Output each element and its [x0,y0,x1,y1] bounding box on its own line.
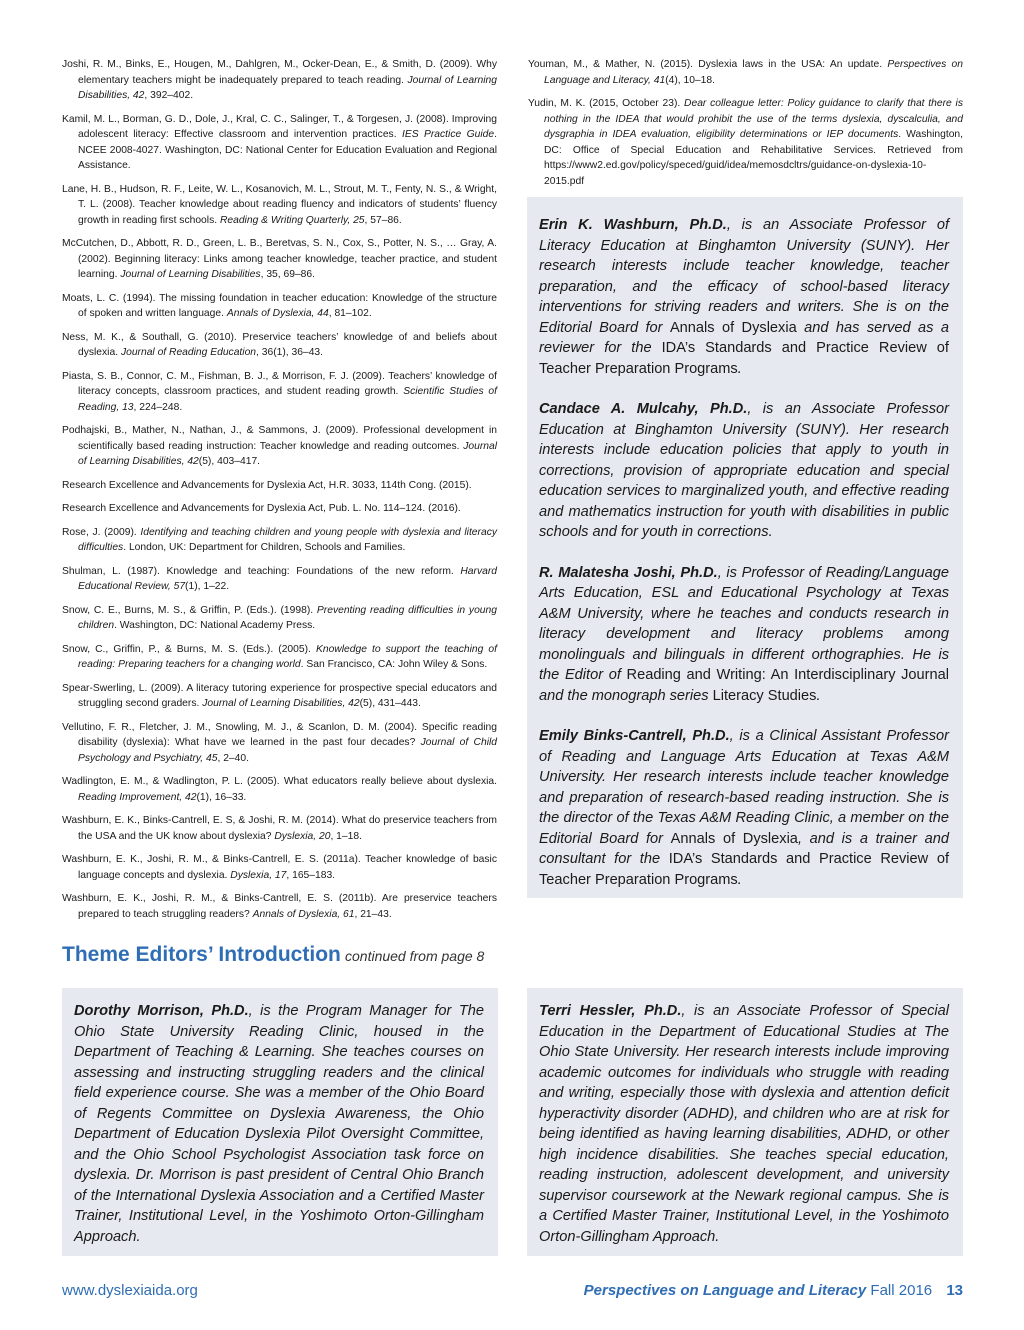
footer-issue: Fall 2016 [870,1282,933,1299]
reference-entry: Snow, C. E., Burns, M. S., & Griffin, P. (Eds.). (1998). Preventing reading difficulties in young children. Washington, DC: National Academy Press. [62,604,497,631]
reference-entry: Lane, H. B., Hudson, R. F., Leite, W. L., Kosanovich, M. L., Strout, M. T., Fenty, N. S., & Wright, T. L. (2008). Teacher knowledge about reading fluency and indicators of students’ fluency growth in reading first schools. Reading & Writing Quarterly, 25, 57–86. [62,183,497,226]
references-right-column [528,57,963,197]
bio-paragraph: Emily Binks-Cantrell, Ph.D., is a Clinical Assistant Professor of Reading and Language Arts Education at Texas A&M University. Her research interests include teacher knowledge and preparation of research-based reading instruction. She is the director of the Texas A&M Reading Clinic, a member on the Editorial Board for Annals of Dyslexia, and is a trainer and consultant for the IDA’s Standards and Practice Review of Teacher Preparation Programs. [539,728,949,888]
bio-paragraph: R. Malatesha Joshi, Ph.D., is Professor of Reading/Language Arts Education, ESL and Educational Psychology at Texas A&M University, where he teaches and conducts research in literacy development and literacy problems among monolinguals and bilinguals in different orthographies. He is the Editor of Reading and Writing: An Interdisciplinary Journal and the monograph series Literacy Studies. [539,564,950,704]
reference-entry: Moats, L. C. (1994). The missing foundation in teacher education: Knowledge of the structure of spoken and written language. Annals of Dyslexia, 44, 81–102. [62,292,497,319]
reference-entry: Podhajski, B., Mather, N., Nathan, J., & Sammons, J. (2009). Professional development in scientifically based reading instruction: Teacher knowledge and reading outcomes. Journal of Learning Disabilities, 42(5), 403–417. [62,425,497,467]
bio-text: , is an Associate Professor of Special Education in the Department of Educational Studies at The Ohio State University. Her research interests include improving academic outcomes for individuals who struggle with reading and writing, especially those with dyslexia and attention deficit hyperactivity disorder (ADHD), and children who are at risk for being identified as having learning disabilities, ADHD, or other high incidence disabilities. She teaches special education, reading instruction, adolescent development, and university supervisor coursework at the Newark regional campus. She is a Certified Master Trainer, Institutional Level, in the Yoshimoto Orton-Gillingham Approach. [539,1003,950,1245]
footer-journal-info [584,1282,963,1299]
bio-box-hessler [527,988,963,1256]
bio-paragraph [74,1001,484,1247]
reference-entry: Joshi, R. M., Binks, E., Hougen, M., Dahlgren, M., Ocker-Dean, E., & Smith, D. (2009). Why elementary teachers might be inadequately prepared to teach reading. Journal of Learning Disabilities, 42, 392–402. [62,59,497,101]
reference-entry: Yudin, M. K. (2015, October 23). Dear colleague letter: Policy guidance to clarify that there is nothing in the IDEA that would prohibit the use of the terms dyslexia, dyscalculia, and dysgraphia in IDEA evaluation, eligibility determinations or IEP documents. Washington, DC: Office of Special Education and Rehabilitative Services. Retrieved from https://www2.ed.gov/policy/speced/guid/idea/memosdcltrs/guidance-on-dyslexia-10-2015.pdf [528,98,964,187]
bio-paragraph: Candace A. Mulcahy, Ph.D., is an Associate Professor Education at Binghamton University (SUNY). Her research interests include education policies that apply to youth in corrections, provision of appropriate education and special education services to marginalized youth, and effective reading and mathematics instruction for youth with disabilities in public schools and for youth in corrections. [539,401,949,540]
bio-paragraph [539,1001,949,1247]
reference-entry: Snow, C., Griffin, P., & Burns, M. S. (Eds.). (2005). Knowledge to support the teaching of reading: Preparing teachers for a changing world. San Francisco, CA: John Wiley & Sons. [62,643,497,670]
bio-box-morrison [62,988,498,1256]
reference-entry: Kamil, M. L., Borman, G. D., Dole, J., Kral, C. C., Salinger, T., & Torgesen, J. (2008). Improving adolescent literacy: Effective classroom and intervention practices. IES Practice Guide. NCEE 2008-4027. Washington, DC: National Center for Education Evaluation and Regional Assistance. [62,113,497,171]
reference-entry: Vellutino, F. R., Fletcher, J. M., Snowling, M. J., & Scanlon, D. M. (2004). Specific reading disability (dyslexia): What have we learned in the past four decades? Journal of Child Psychology and Psychiatry, 45, 2–40. [62,721,498,764]
author-bios-box [527,197,963,898]
section-title: Theme Editors’ Introduction [62,943,341,966]
bio-text: , is the Program Manager for The Ohio State University Reading Clinic, housed in the Department of Teaching & Learning. She teaches courses on assessing and instructing struggling readers and the clinical field experience course. She was a member of the Ohio Board of Regents Committee on Dyslexia Awareness, the Ohio Department of Education Dyslexia Pilot Oversight Committee, and the Ohio School Psychologist Association task force on dyslexia. Dr. Morrison is past president of Central Ohio Branch of the International Dyslexia Association and a Certified Master Trainer, Institutional Level, in the Yoshimoto Orton-Gillingham Approach. [74,1003,484,1245]
reference-entry: Youman, M., & Mather, N. (2015). Dyslexia laws in the USA: An update. Perspectives on Language and Literacy, 41(4), 10–18. [528,59,964,86]
reference-entry: Ness, M. K., & Southall, G. (2010). Preservice teachers’ knowledge of and beliefs about dyslexia. Journal of Reading Education, 36(1), 36–43. [62,331,497,358]
reference-entry: Washburn, E. K., Joshi, R. M., & Binks-Cantrell, E. S. (2011a). Teacher knowledge of basic language concepts and dyslexia. Dyslexia, 17, 165–183. [62,854,497,881]
reference-entry: Wadlington, E. M., & Wadlington, P. L. (2005). What educators really believe about dyslexia. Reading Improvement, 42(1), 16–33. [62,776,497,803]
reference-entry: Piasta, S. B., Connor, C. M., Fishman, B. J., & Morrison, F. J. (2009). Teachers’ knowledge of literacy concepts, classroom practices, and student reading growth. Scientific Studies of Reading, 13, 224–248. [62,370,497,413]
bio-name: Dorothy Morrison, Ph.D. [74,1003,249,1019]
section-subtitle: continued from page 8 [345,948,485,964]
bio-paragraph: Erin K. Washburn, Ph.D., is an Associate Professor of Literacy Education at Binghamton University (SUNY). Her research interests include teacher knowledge, teacher preparation, and the efficacy of school-based literacy interventions for striving readers and writers. She is on the Editorial Board for Annals of Dyslexia and has served as a reviewer for the IDA’s Standards and Practice Review of Teacher Preparation Programs. [539,217,949,377]
page-number: 13 [946,1282,963,1299]
bio-name: Terri Hessler, Ph.D. [539,1003,682,1019]
reference-entry: McCutchen, D., Abbott, R. D., Green, L. B., Beretvas, S. N., Cox, S., Potter, N. S., … Gray, A. (2002). Beginning literacy: Links among teacher knowledge, teacher practice, and student learning. Journal of Learning Disabilities, 35, 69–86. [62,238,497,280]
footer-website-link[interactable]: www.dyslexiaida.org [62,1282,198,1299]
reference-entry: Rose, J. (2009). Identifying and teaching children and young people with dyslexia and literacy difficulties. London, UK: Department for Children, Schools and Families. [62,526,497,553]
reference-entry: Washburn, E. K., Binks-Cantrell, E. S, & Joshi, R. M. (2014). What do preservice teachers from the USA and the UK know about dyslexia? Dyslexia, 20, 1–18. [62,815,497,842]
reference-entry: Spear-Swerling, L. (2009). A literacy tutoring experience for prospective special educators and struggling second graders. Journal of Learning Disabilities, 42(5), 431–443. [62,682,497,709]
reference-entry: Washburn, E. K., Joshi, R. M., & Binks-Cantrell, E. S. (2011b). Are preservice teachers prepared to teach struggling readers? Annals of Dyslexia, 61, 21–43. [62,893,497,920]
references-left-column [62,57,497,930]
reference-entry: Research Excellence and Advancements for Dyslexia Act, Pub. L. No. 114–124. (2016). [62,503,461,514]
reference-entry: Shulman, L. (1987). Knowledge and teaching: Foundations of the new reform. Harvard Educational Review, 57(1), 1–22. [62,565,497,592]
reference-entry: Research Excellence and Advancements for Dyslexia Act, H.R. 3033, 114th Cong. (2015). [62,479,472,491]
footer-journal-name: Perspectives on Language and Literacy [583,1282,867,1299]
